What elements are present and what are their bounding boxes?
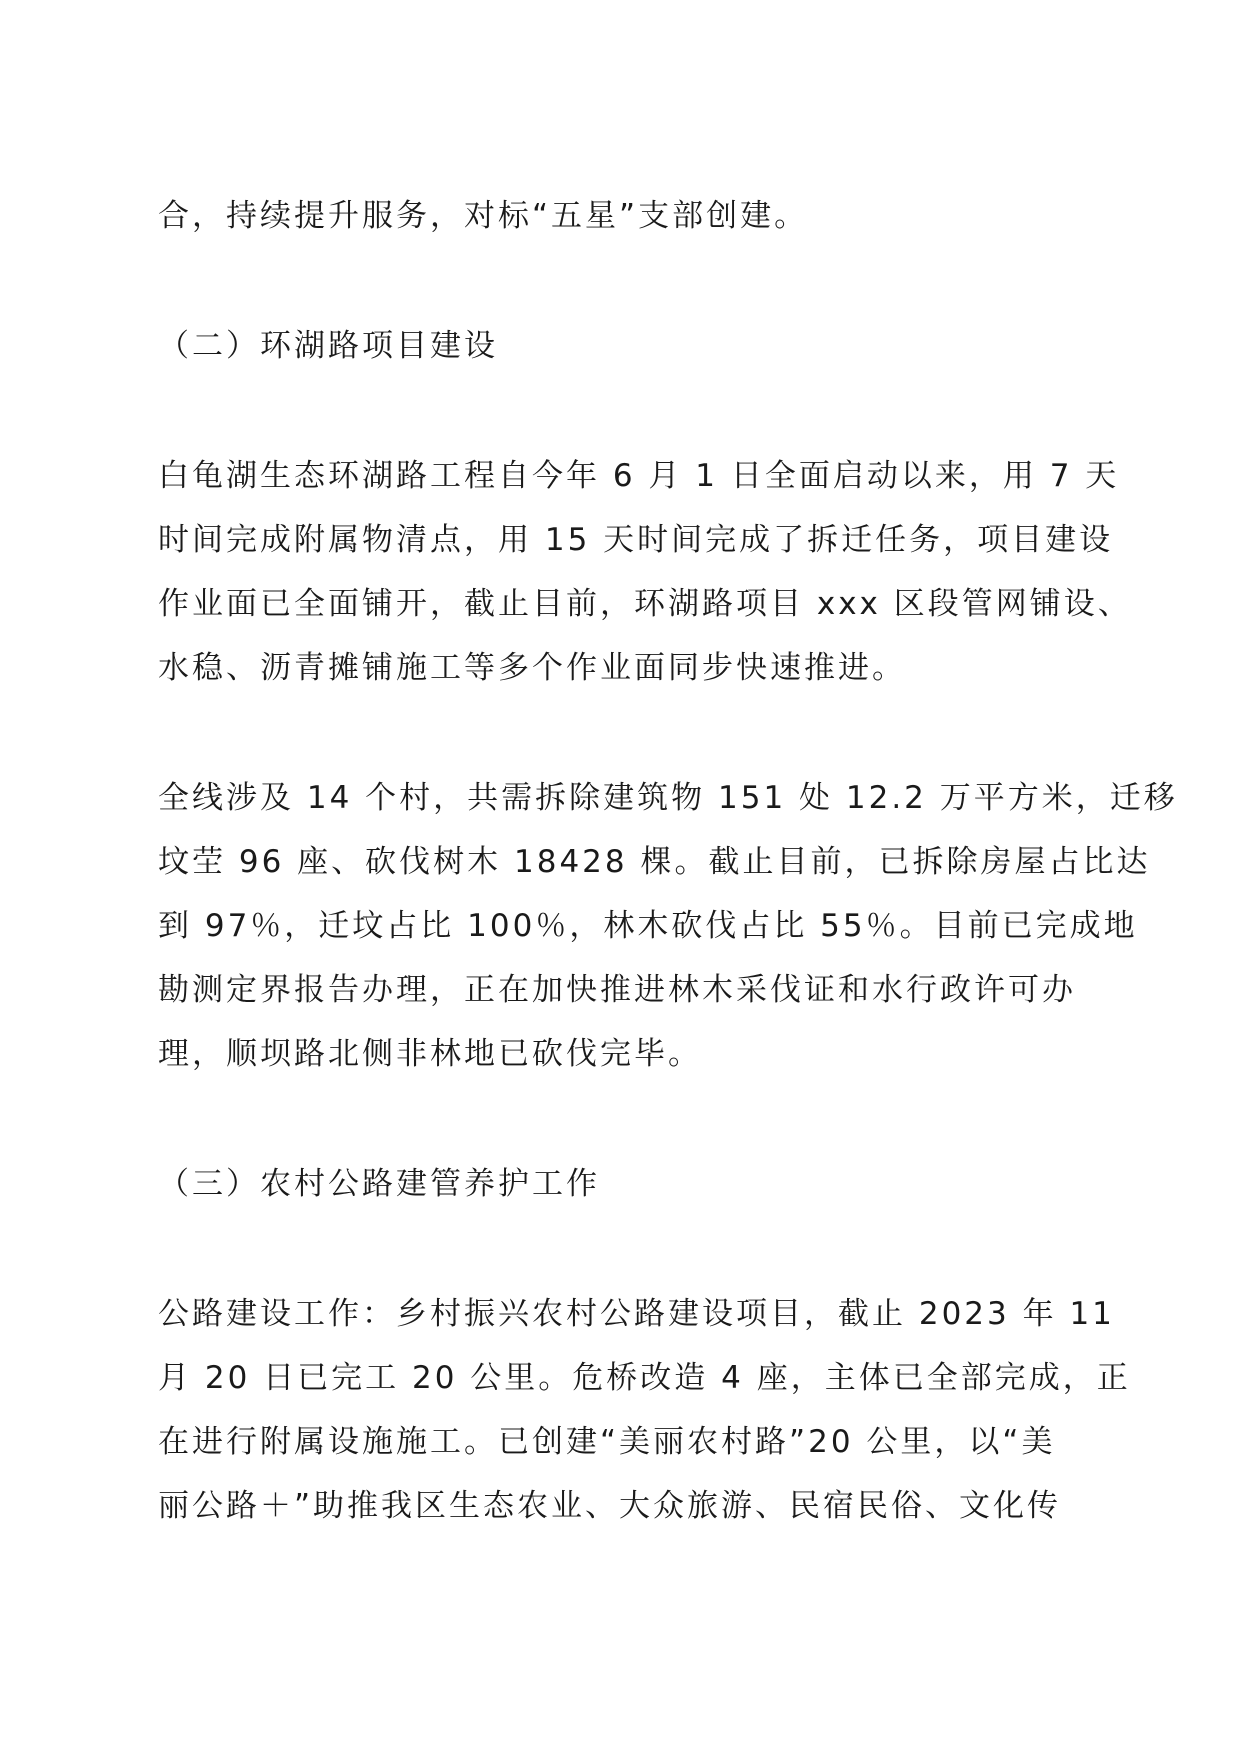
paragraph-line: 理，顺坝路北侧非林地已砍伐完毕。 <box>158 1036 702 1072</box>
paragraph-line: 全线涉及 14 个村，共需拆除建筑物 151 处 12.2 万平方米，迁移 <box>158 780 1178 816</box>
section-heading-2: （二）环湖路项目建设 <box>158 328 498 364</box>
paragraph-line: 坟茔 96 座、砍伐树木 18428 棵。截止目前，已拆除房屋占比达 <box>158 844 1151 880</box>
paragraph-line: 水稳、沥青摊铺施工等多个作业面同步快速推进。 <box>158 650 906 686</box>
paragraph-line: 勘测定界报告办理，正在加快推进林木采伐证和水行政许可办 <box>158 972 1076 1008</box>
paragraph-line: 在进行附属设施施工。已创建“美丽农村路”20 公里，以“美 <box>158 1424 1056 1460</box>
paragraph-line: 月 20 日已完工 20 公里。危桥改造 4 座，主体已全部完成，正 <box>158 1360 1131 1396</box>
paragraph-line: 时间完成附属物清点，用 15 天时间完成了拆迁任务，项目建设 <box>158 522 1114 558</box>
paragraph-line: 到 97％，迁坟占比 100％，林木砍伐占比 55％。目前已完成地 <box>158 908 1138 944</box>
paragraph-line: 白龟湖生态环湖路工程自今年 6 月 1 日全面启动以来，用 7 天 <box>158 458 1120 494</box>
paragraph-line: 公路建设工作：乡村振兴农村公路建设项目，截止 2023 年 11 <box>158 1296 1115 1332</box>
paragraph-line: 丽公路＋”助推我区生态农业、大众旅游、民宿民俗、文化传 <box>158 1488 1062 1524</box>
continuation-line-1: 合，持续提升服务，对标“五星”支部创建。 <box>158 198 809 234</box>
paragraph-line: 作业面已全面铺开，截止目前，环湖路项目 xxx 区段管网铺设、 <box>158 586 1132 622</box>
section-heading-3: （三）农村公路建管养护工作 <box>158 1166 600 1202</box>
